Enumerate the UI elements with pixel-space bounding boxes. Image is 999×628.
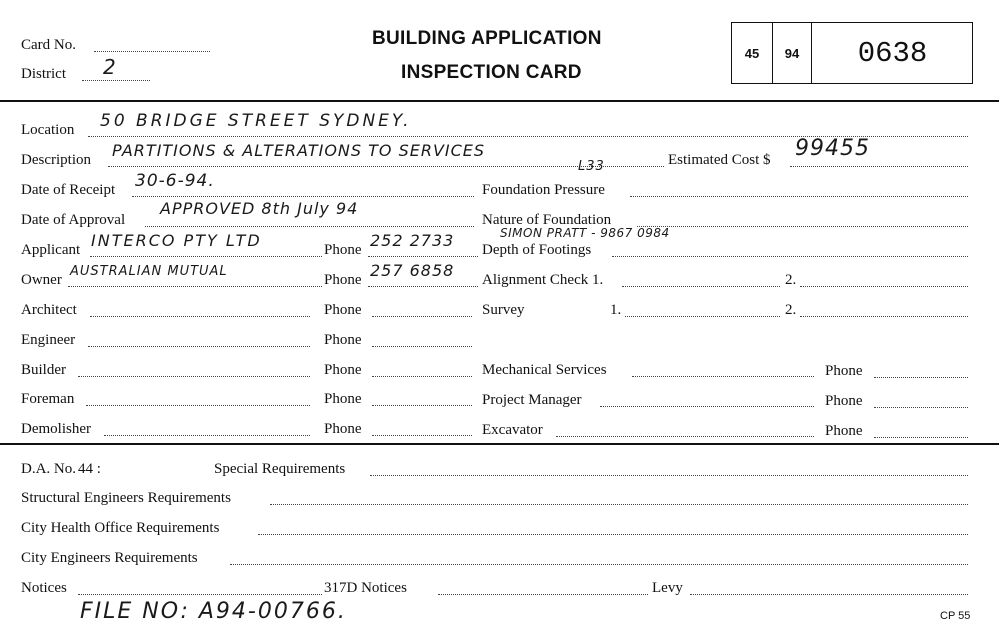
date-of-approval-value: APPROVED 8th July 94 [160, 199, 359, 218]
form-title-line2: INSPECTION CARD [401, 62, 582, 83]
owner-phone-label: Phone [324, 272, 362, 288]
notices-field[interactable] [78, 581, 322, 595]
description-value: PARTITIONS & ALTERATIONS TO SERVICES [112, 141, 486, 160]
engineer-phone-field[interactable] [372, 333, 472, 347]
card-number: 0638 [857, 36, 928, 70]
engineer-label: Engineer [21, 332, 76, 348]
foundation-pressure-field[interactable] [630, 183, 968, 197]
district-value: 2 [103, 55, 117, 79]
foreman-phone-label: Phone [324, 391, 362, 407]
owner-label: Owner [21, 272, 62, 288]
city-health-requirements-label: City Health Office Requirements [21, 520, 220, 536]
description-label: Description [21, 152, 91, 168]
survey-1-label: 1. [610, 302, 622, 318]
applicant-value: INTERCO PTY LTD [91, 231, 262, 250]
applicant-phone-value: 252 2733 [370, 231, 455, 250]
owner-phone-value: 257 6858 [370, 261, 455, 280]
mechanical-phone-label: Phone [825, 363, 863, 379]
form-title-line1: BUILDING APPLICATION [372, 28, 602, 49]
engineer-field[interactable] [88, 333, 310, 347]
file-number: FILE NO: A94-00766. [80, 599, 347, 624]
alignment-check-1-field[interactable] [622, 273, 780, 287]
demolisher-phone-label: Phone [324, 421, 362, 437]
card-no-field[interactable] [94, 38, 210, 52]
alignment-check-2-field[interactable] [800, 273, 968, 287]
project-manager-phone-label: Phone [825, 393, 863, 409]
notices-317d-label: 317D Notices [324, 580, 407, 596]
survey-1-field[interactable] [625, 303, 780, 317]
form-code: CP 55 [940, 610, 971, 622]
mechanical-phone-field[interactable] [874, 364, 968, 378]
builder-phone-label: Phone [324, 362, 362, 378]
architect-phone-field[interactable] [372, 303, 472, 317]
owner-value: AUSTRALIAN MUTUAL [70, 264, 228, 279]
depth-of-footings-field[interactable] [612, 243, 968, 257]
applicant-label: Applicant [21, 242, 81, 258]
excavator-phone-field[interactable] [874, 424, 968, 438]
foreman-phone-field[interactable] [372, 392, 472, 406]
demolisher-label: Demolisher [21, 421, 91, 437]
card-no-label: Card No. [21, 37, 76, 53]
mechanical-services-field[interactable] [632, 363, 814, 377]
alignment-check-2-label: 2. [785, 272, 797, 288]
structural-requirements-field[interactable] [270, 491, 968, 505]
mechanical-services-label: Mechanical Services [482, 362, 607, 378]
applicant-phone-label: Phone [324, 242, 362, 258]
depth-of-footings-label: Depth of Footings [482, 242, 592, 258]
date-of-approval-label: Date of Approval [21, 212, 126, 228]
foundation-pressure-label: Foundation Pressure [482, 182, 605, 198]
estimated-cost-value: 99455 [795, 136, 870, 161]
date-of-receipt-label: Date of Receipt [21, 182, 116, 198]
project-manager-label: Project Manager [482, 392, 582, 408]
architect-field[interactable] [90, 303, 310, 317]
engineer-phone-label: Phone [324, 332, 362, 348]
card-number-box-b: 94 [773, 23, 812, 83]
card-number-box [731, 22, 973, 84]
location-label: Location [21, 122, 75, 138]
survey-2-field[interactable] [800, 303, 968, 317]
district-label: District [21, 66, 66, 82]
builder-phone-field[interactable] [372, 363, 472, 377]
city-engineers-requirements-label: City Engineers Requirements [21, 550, 198, 566]
levy-field[interactable] [690, 581, 968, 595]
excavator-field[interactable] [556, 423, 814, 437]
date-of-receipt-value: 30-6-94. [135, 171, 215, 191]
description-note: L33 [578, 159, 605, 174]
da-no-label: D.A. No. [21, 461, 76, 477]
nature-of-foundation-field[interactable] [637, 213, 968, 227]
structural-requirements-label: Structural Engineers Requirements [21, 490, 231, 506]
estimated-cost-label: Estimated Cost $ [668, 152, 771, 168]
header-divider [0, 100, 999, 102]
survey-2-label: 2. [785, 302, 797, 318]
levy-label: Levy [652, 580, 683, 596]
section-divider [0, 443, 999, 445]
card-number-box-a: 45 [732, 23, 773, 83]
project-manager-field[interactable] [600, 393, 814, 407]
architect-label: Architect [21, 302, 77, 318]
demolisher-phone-field[interactable] [372, 422, 472, 436]
survey-label: Survey [482, 302, 525, 318]
special-requirements-label: Special Requirements [214, 461, 346, 477]
nature-of-foundation-label: Nature of Foundation [482, 212, 612, 228]
city-health-requirements-field[interactable] [258, 521, 968, 535]
builder-field[interactable] [78, 363, 310, 377]
excavator-phone-label: Phone [825, 423, 863, 439]
builder-label: Builder [21, 362, 66, 378]
architect-phone-label: Phone [324, 302, 362, 318]
foreman-label: Foreman [21, 391, 75, 407]
city-engineers-requirements-field[interactable] [230, 551, 968, 565]
special-requirements-field[interactable] [370, 462, 968, 476]
foreman-field[interactable] [86, 392, 310, 406]
contact-note: SIMON PRATT - 9867 0984 [500, 226, 670, 240]
da-no-value: 44 : [78, 461, 101, 477]
demolisher-field[interactable] [104, 422, 310, 436]
project-manager-phone-field[interactable] [874, 394, 968, 408]
alignment-check-label: Alignment Check 1. [482, 272, 604, 288]
location-value: 50 BRIDGE STREET SYDNEY. [100, 111, 412, 131]
notices-317d-field[interactable] [438, 581, 648, 595]
excavator-label: Excavator [482, 422, 543, 438]
notices-label: Notices [21, 580, 67, 596]
